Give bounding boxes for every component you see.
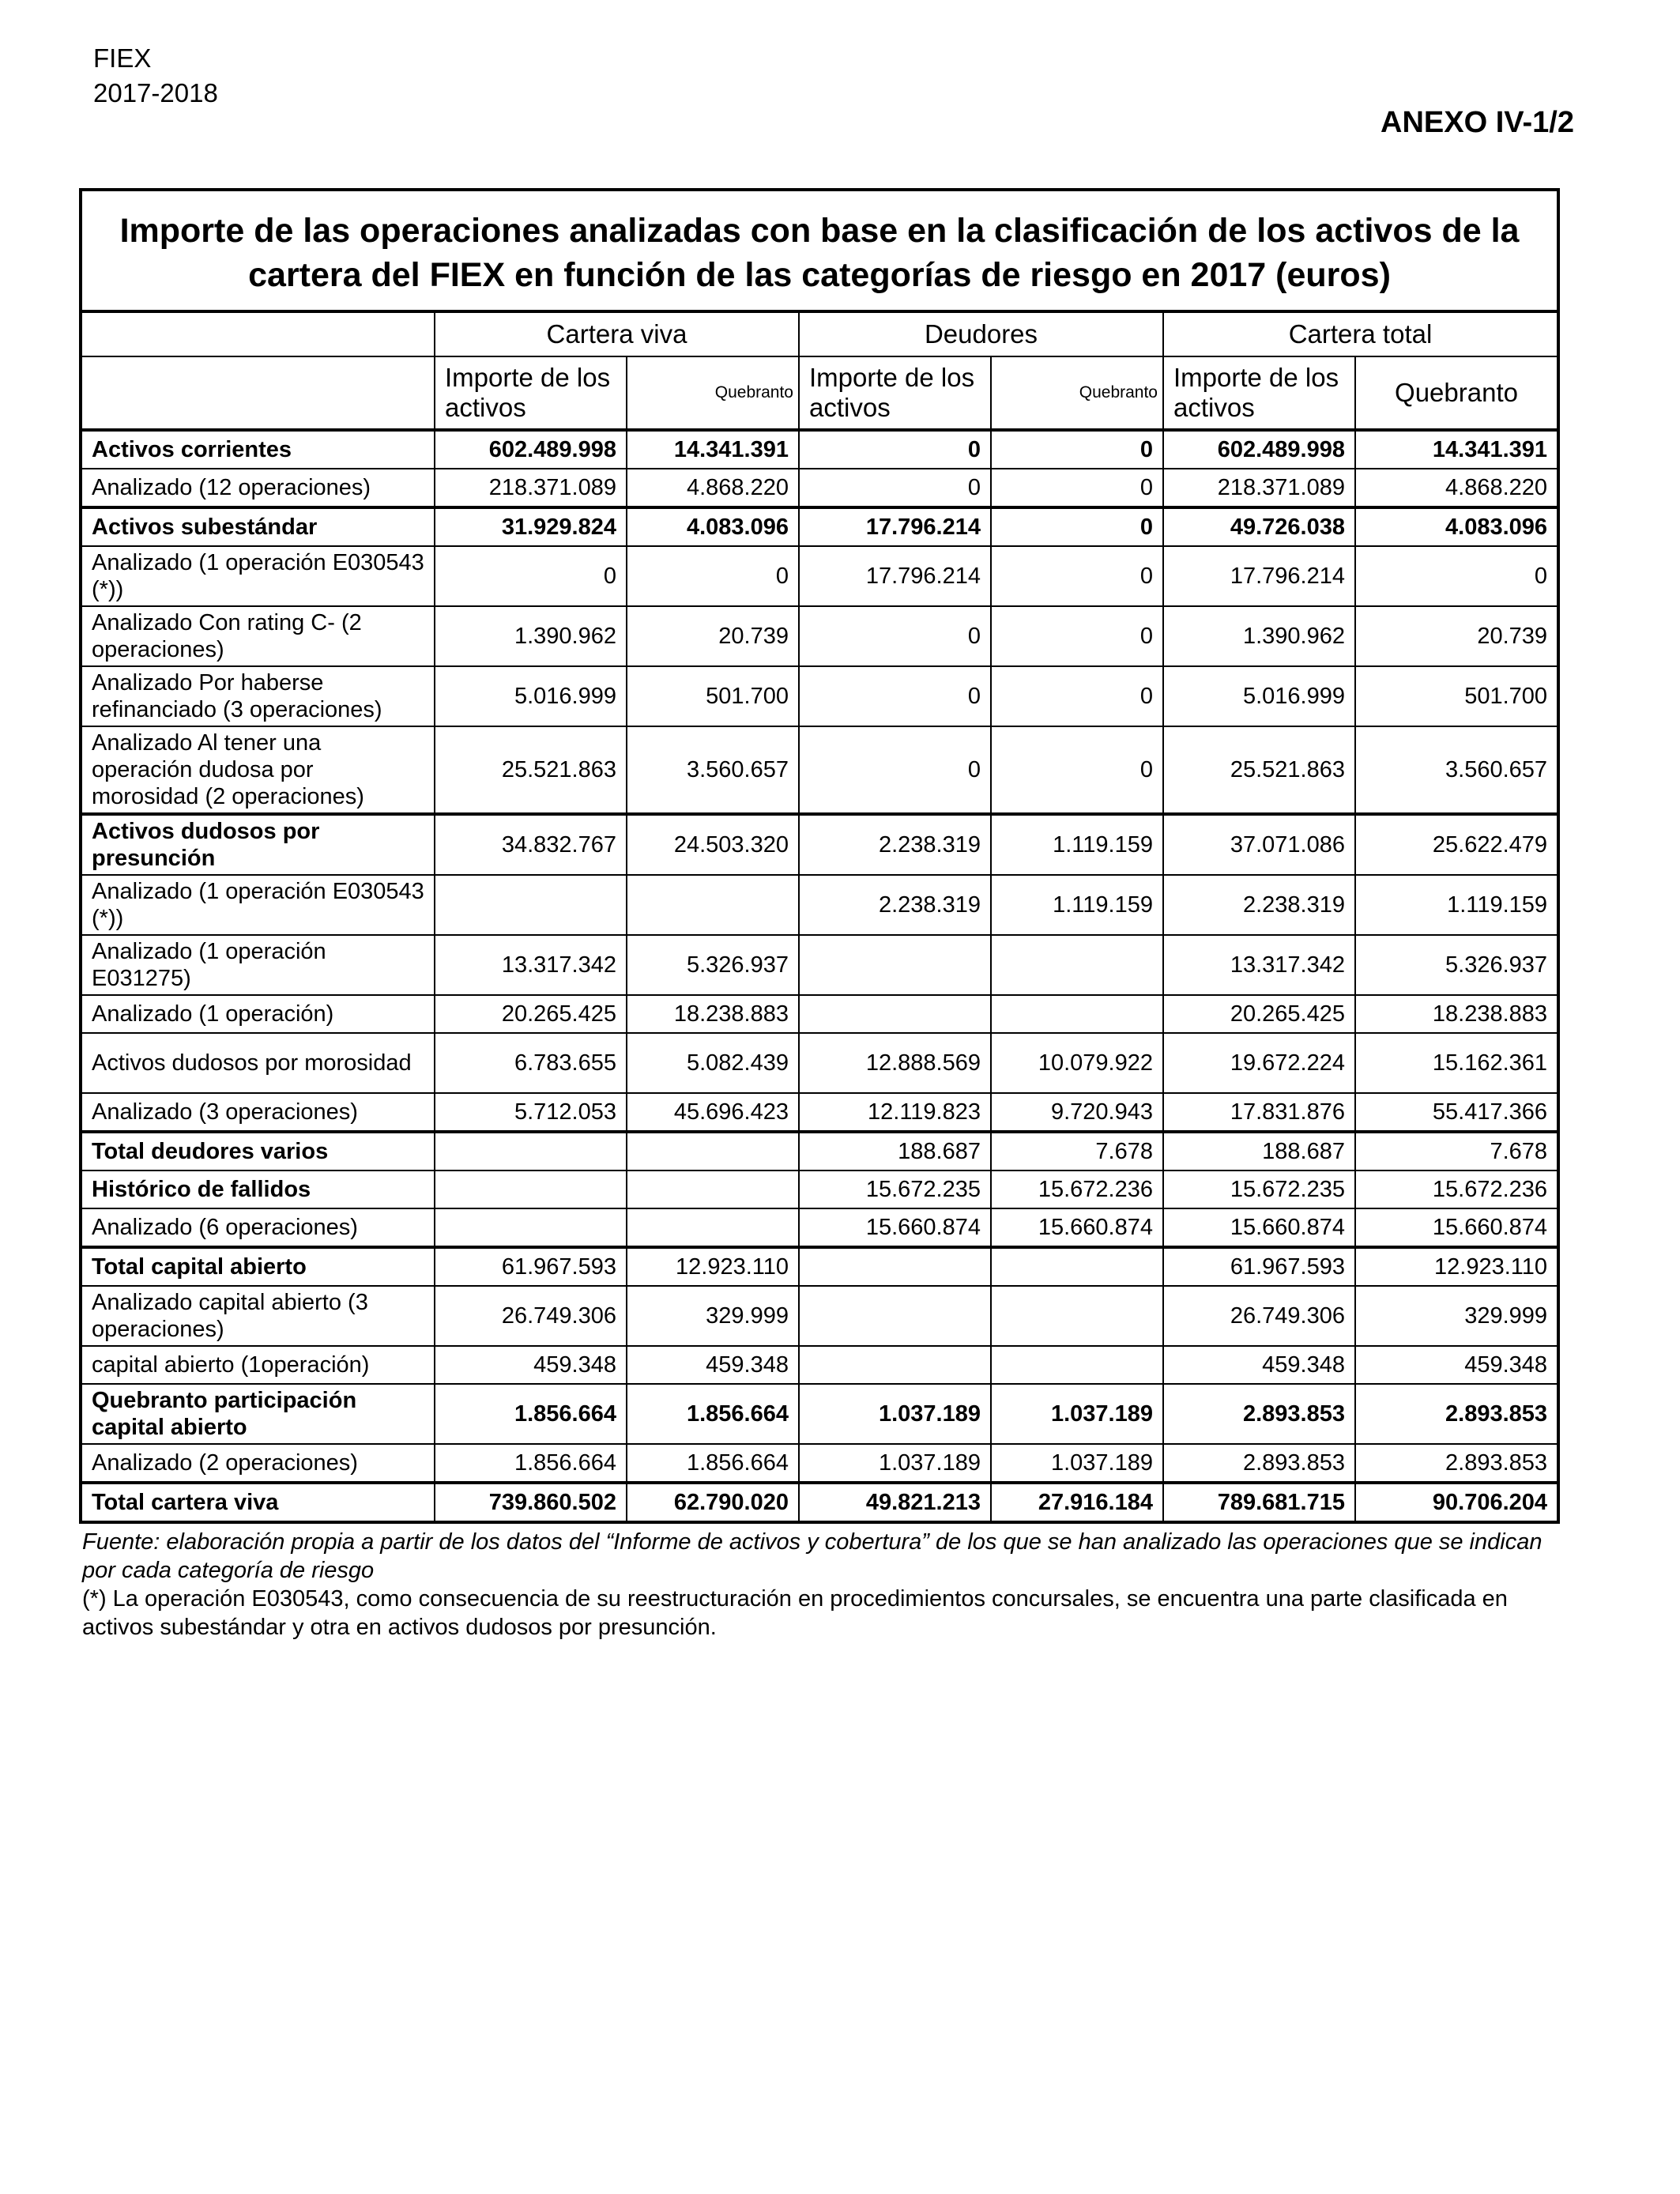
row-label: Analizado (1 operación)	[81, 995, 435, 1033]
value-cell: 2.893.853	[1355, 1384, 1558, 1444]
value-cell: 2.893.853	[1163, 1444, 1355, 1483]
value-cell: 15.162.361	[1355, 1033, 1558, 1093]
value-cell: 13.317.342	[435, 935, 627, 995]
value-cell: 15.660.874	[1163, 1208, 1355, 1247]
value-cell: 1.037.189	[991, 1384, 1163, 1444]
value-cell: 1.856.664	[435, 1444, 627, 1483]
value-cell: 0	[991, 726, 1163, 814]
value-cell: 15.672.236	[991, 1171, 1163, 1208]
value-cell: 1.856.664	[627, 1444, 799, 1483]
row-label: Histórico de fallidos	[81, 1171, 435, 1208]
value-cell	[435, 875, 627, 935]
value-cell: 12.119.823	[799, 1093, 991, 1132]
table-row	[81, 995, 1558, 1033]
value-cell	[435, 1132, 627, 1171]
value-cell: 15.672.235	[799, 1171, 991, 1208]
value-cell: 1.390.962	[435, 606, 627, 666]
value-cell: 25.622.479	[1355, 814, 1558, 875]
value-cell: 26.749.306	[1163, 1286, 1355, 1346]
value-cell	[991, 935, 1163, 995]
value-cell: 90.706.204	[1355, 1483, 1558, 1522]
value-cell: 24.503.320	[627, 814, 799, 875]
value-cell: 6.783.655	[435, 1033, 627, 1093]
table-row	[81, 1247, 1558, 1286]
value-cell: 15.672.236	[1355, 1171, 1558, 1208]
table-notes	[82, 1528, 1560, 1642]
row-label: capital abierto (1operación)	[81, 1346, 435, 1384]
table-row	[81, 814, 1558, 875]
value-cell	[627, 1208, 799, 1247]
value-cell	[991, 1247, 1163, 1286]
value-cell	[799, 995, 991, 1033]
value-cell: 1.037.189	[799, 1444, 991, 1483]
row-label: Analizado Por haberse refinanciado (3 operaciones)	[81, 666, 435, 726]
value-cell	[627, 875, 799, 935]
value-cell: 17.796.214	[1163, 546, 1355, 606]
table-row	[81, 507, 1558, 546]
value-cell: 459.348	[435, 1346, 627, 1384]
row-label: Analizado capital abierto (3 operaciones)	[81, 1286, 435, 1346]
value-cell: 459.348	[627, 1346, 799, 1384]
value-cell: 7.678	[1355, 1132, 1558, 1171]
row-label: Analizado (2 operaciones)	[81, 1444, 435, 1483]
group-cartera-total: Cartera total	[1163, 311, 1558, 356]
table-row	[81, 1171, 1558, 1208]
value-cell: 218.371.089	[435, 469, 627, 507]
group-cartera-viva: Cartera viva	[435, 311, 799, 356]
value-cell: 62.790.020	[627, 1483, 799, 1522]
value-cell: 0	[435, 546, 627, 606]
value-cell	[799, 935, 991, 995]
value-cell: 0	[799, 726, 991, 814]
value-cell	[799, 1346, 991, 1384]
row-label: Analizado (1 operación E030543 (*))	[81, 546, 435, 606]
table-row	[81, 546, 1558, 606]
table-row	[81, 935, 1558, 995]
table-row	[81, 726, 1558, 814]
value-cell: 49.821.213	[799, 1483, 991, 1522]
value-cell: 20.265.425	[435, 995, 627, 1033]
value-cell: 1.390.962	[1163, 606, 1355, 666]
value-cell: 12.888.569	[799, 1033, 991, 1093]
value-cell	[991, 1346, 1163, 1384]
value-cell: 18.238.883	[627, 995, 799, 1033]
value-cell: 15.660.874	[1355, 1208, 1558, 1247]
value-cell: 0	[799, 606, 991, 666]
value-cell: 2.238.319	[799, 814, 991, 875]
value-cell: 0	[991, 507, 1163, 546]
value-cell	[435, 1171, 627, 1208]
value-cell: 5.326.937	[1355, 935, 1558, 995]
value-cell: 13.317.342	[1163, 935, 1355, 995]
table-row	[81, 666, 1558, 726]
value-cell: 329.999	[1355, 1286, 1558, 1346]
value-cell: 0	[991, 666, 1163, 726]
row-label: Analizado (3 operaciones)	[81, 1093, 435, 1132]
value-cell: 7.678	[991, 1132, 1163, 1171]
value-cell	[435, 1208, 627, 1247]
value-cell: 19.672.224	[1163, 1033, 1355, 1093]
value-cell: 5.712.053	[435, 1093, 627, 1132]
row-label: Total capital abierto	[81, 1247, 435, 1286]
value-cell: 27.916.184	[991, 1483, 1163, 1522]
value-cell: 5.082.439	[627, 1033, 799, 1093]
document-header	[93, 41, 218, 111]
row-label: Analizado (1 operación E030543 (*))	[81, 875, 435, 935]
value-cell: 14.341.391	[1355, 430, 1558, 469]
value-cell	[991, 1286, 1163, 1346]
row-label: Total cartera viva	[81, 1483, 435, 1522]
value-cell: 2.238.319	[1163, 875, 1355, 935]
table-row	[81, 1208, 1558, 1247]
value-cell: 4.868.220	[627, 469, 799, 507]
org-name: FIEX	[93, 43, 152, 73]
value-cell: 188.687	[1163, 1132, 1355, 1171]
subheader-importe: Importe de los activos	[435, 356, 627, 430]
value-cell: 1.037.189	[799, 1384, 991, 1444]
value-cell: 501.700	[1355, 666, 1558, 726]
value-cell: 26.749.306	[435, 1286, 627, 1346]
row-label: Activos dudosos por presunción	[81, 814, 435, 875]
table-row	[81, 430, 1558, 469]
value-cell: 17.796.214	[799, 546, 991, 606]
period: 2017-2018	[93, 78, 218, 107]
value-cell: 12.923.110	[1355, 1247, 1558, 1286]
risk-table	[79, 188, 1560, 1524]
corner-cell	[81, 356, 435, 430]
row-label: Analizado (1 operación E031275)	[81, 935, 435, 995]
value-cell: 0	[991, 546, 1163, 606]
value-cell: 3.560.657	[627, 726, 799, 814]
value-cell: 2.893.853	[1355, 1444, 1558, 1483]
value-cell: 14.341.391	[627, 430, 799, 469]
value-cell: 34.832.767	[435, 814, 627, 875]
row-label: Quebranto participación capital abierto	[81, 1384, 435, 1444]
value-cell: 1.037.189	[991, 1444, 1163, 1483]
value-cell: 0	[799, 430, 991, 469]
table-row	[81, 1132, 1558, 1171]
value-cell: 218.371.089	[1163, 469, 1355, 507]
subheader-importe: Importe de los activos	[1163, 356, 1355, 430]
value-cell: 2.893.853	[1163, 1384, 1355, 1444]
value-cell: 18.238.883	[1355, 995, 1558, 1033]
value-cell: 602.489.998	[1163, 430, 1355, 469]
annex-label: ANEXO IV-1/2	[1381, 106, 1574, 139]
subheader-quebranto: Quebranto	[627, 356, 799, 430]
table-row	[81, 1033, 1558, 1093]
value-cell: 10.079.922	[991, 1033, 1163, 1093]
table-title: Importe de las operaciones analizadas con base en la clasificación de los activos de la cartera del FIEX en función de las categorías de riesgo en 2017 (euros)	[81, 190, 1558, 311]
value-cell: 61.967.593	[435, 1247, 627, 1286]
group-deudores: Deudores	[799, 311, 1163, 356]
value-cell: 1.119.159	[1355, 875, 1558, 935]
value-cell: 0	[991, 469, 1163, 507]
value-cell: 5.326.937	[627, 935, 799, 995]
table-row	[81, 1444, 1558, 1483]
value-cell: 17.796.214	[799, 507, 991, 546]
value-cell: 20.739	[1355, 606, 1558, 666]
value-cell: 31.929.824	[435, 507, 627, 546]
table-row	[81, 606, 1558, 666]
value-cell: 25.521.863	[1163, 726, 1355, 814]
value-cell: 459.348	[1355, 1346, 1558, 1384]
table-row	[81, 1286, 1558, 1346]
value-cell: 0	[991, 430, 1163, 469]
value-cell: 0	[627, 546, 799, 606]
row-label: Activos subestándar	[81, 507, 435, 546]
value-cell: 0	[799, 666, 991, 726]
footnote: (*) La operación E030543, como consecuencia de su reestructuración en procedimientos concursales, se encuentra una parte clasificada en activos subestándar y otra en activos dudosos por presunción.	[82, 1586, 1508, 1640]
source-note: Fuente: elaboración propia a partir de los datos del “Informe de activos y cobertura” de los que se han analizado las operaciones que se indican por cada categoría de riesgo	[82, 1529, 1543, 1583]
row-label: Analizado (12 operaciones)	[81, 469, 435, 507]
value-cell: 0	[799, 469, 991, 507]
value-cell: 4.083.096	[1355, 507, 1558, 546]
row-label: Analizado Al tener una operación dudosa por morosidad (2 operaciones)	[81, 726, 435, 814]
value-cell	[627, 1132, 799, 1171]
value-cell	[627, 1171, 799, 1208]
subheader-quebranto: Quebranto	[1355, 356, 1558, 430]
value-cell: 61.967.593	[1163, 1247, 1355, 1286]
value-cell: 4.083.096	[627, 507, 799, 546]
row-label: Total deudores varios	[81, 1132, 435, 1171]
table-row	[81, 1384, 1558, 1444]
value-cell: 15.660.874	[799, 1208, 991, 1247]
value-cell: 17.831.876	[1163, 1093, 1355, 1132]
value-cell: 739.860.502	[435, 1483, 627, 1522]
table-row	[81, 1346, 1558, 1384]
value-cell: 15.660.874	[991, 1208, 1163, 1247]
row-label: Analizado Con rating C- (2 operaciones)	[81, 606, 435, 666]
value-cell: 1.856.664	[435, 1384, 627, 1444]
table-row	[81, 469, 1558, 507]
value-cell: 9.720.943	[991, 1093, 1163, 1132]
value-cell	[799, 1286, 991, 1346]
table-row	[81, 1093, 1558, 1132]
table-row	[81, 1483, 1558, 1522]
row-label: Activos corrientes	[81, 430, 435, 469]
value-cell: 5.016.999	[435, 666, 627, 726]
value-cell: 0	[1355, 546, 1558, 606]
value-cell: 45.696.423	[627, 1093, 799, 1132]
value-cell: 0	[991, 606, 1163, 666]
value-cell: 15.672.235	[1163, 1171, 1355, 1208]
subheader-importe: Importe de los activos	[799, 356, 991, 430]
value-cell	[799, 1247, 991, 1286]
value-cell: 55.417.366	[1355, 1093, 1558, 1132]
value-cell	[991, 995, 1163, 1033]
value-cell: 20.739	[627, 606, 799, 666]
value-cell: 49.726.038	[1163, 507, 1355, 546]
value-cell: 37.071.086	[1163, 814, 1355, 875]
value-cell: 12.923.110	[627, 1247, 799, 1286]
value-cell: 1.119.159	[991, 875, 1163, 935]
value-cell: 459.348	[1163, 1346, 1355, 1384]
value-cell: 4.868.220	[1355, 469, 1558, 507]
value-cell: 1.856.664	[627, 1384, 799, 1444]
corner-cell	[81, 311, 435, 356]
subheader-quebranto: Quebranto	[991, 356, 1163, 430]
value-cell: 20.265.425	[1163, 995, 1355, 1033]
value-cell: 602.489.998	[435, 430, 627, 469]
value-cell: 501.700	[627, 666, 799, 726]
value-cell: 789.681.715	[1163, 1483, 1355, 1522]
value-cell: 188.687	[799, 1132, 991, 1171]
table-row	[81, 875, 1558, 935]
value-cell: 5.016.999	[1163, 666, 1355, 726]
row-label: Analizado (6 operaciones)	[81, 1208, 435, 1247]
value-cell: 2.238.319	[799, 875, 991, 935]
row-label: Activos dudosos por morosidad	[81, 1033, 435, 1093]
value-cell: 3.560.657	[1355, 726, 1558, 814]
value-cell: 329.999	[627, 1286, 799, 1346]
value-cell: 25.521.863	[435, 726, 627, 814]
value-cell: 1.119.159	[991, 814, 1163, 875]
